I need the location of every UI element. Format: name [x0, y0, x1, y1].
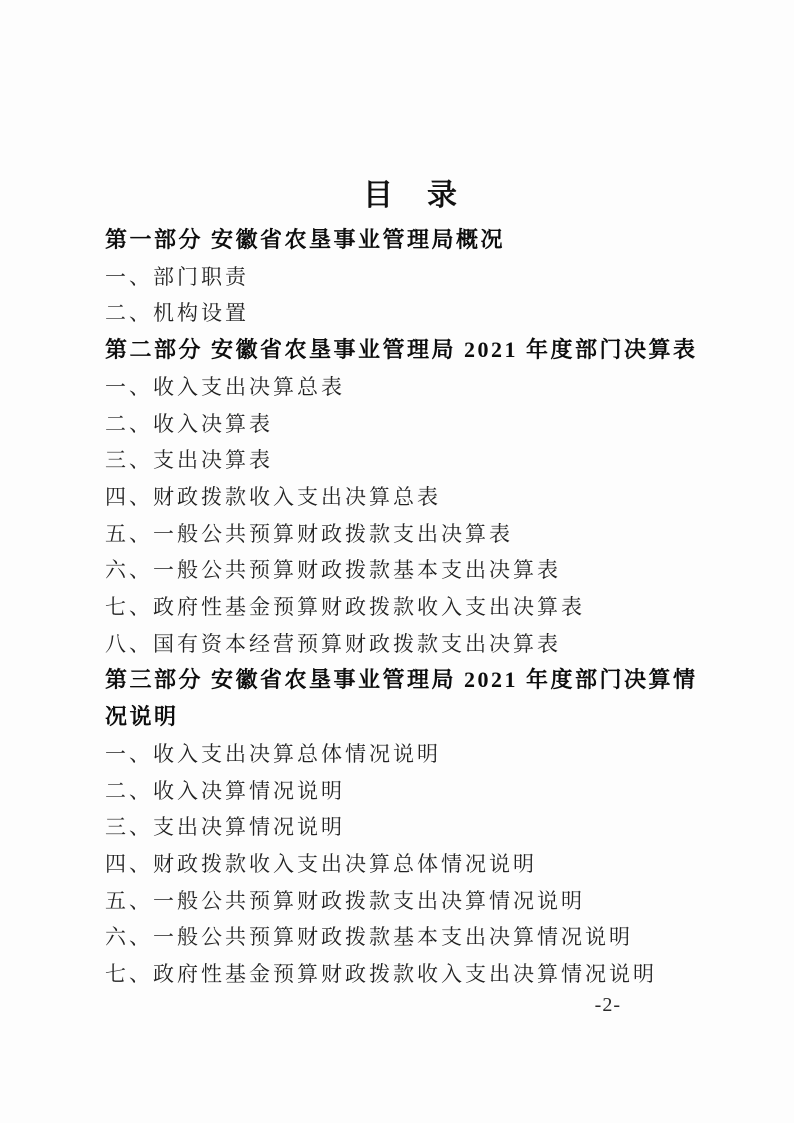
toc-item: 五、一般公共预算财政拨款支出决算情况说明 — [105, 888, 585, 913]
toc-part3-heading: 第三部分 安徽省农垦事业管理局 2021 年度部门决算情况说明 — [105, 667, 698, 730]
toc-item: 六、一般公共预算财政拨款基本支出决算表 — [105, 558, 561, 583]
toc-item: 四、财政拨款收入支出决算总表 — [105, 484, 441, 509]
toc-item: 一、部门职责 — [105, 264, 249, 289]
toc — [105, 222, 717, 993]
toc-item: 四、财政拨款收入支出决算总体情况说明 — [105, 851, 537, 876]
toc-item: 三、支出决算情况说明 — [105, 815, 345, 840]
toc-item: 七、政府性基金预算财政拨款收入支出决算表 — [105, 595, 585, 620]
toc-item: 二、收入决算表 — [105, 411, 273, 436]
toc-item: 六、一般公共预算财政拨款基本支出决算情况说明 — [105, 925, 633, 950]
toc-item: 一、收入支出决算总体情况说明 — [105, 741, 441, 766]
toc-part1-heading: 第一部分 安徽省农垦事业管理局概况 — [105, 227, 506, 252]
toc-item: 七、政府性基金预算财政拨款收入支出决算情况说明 — [105, 962, 657, 987]
toc-item: 二、收入决算情况说明 — [105, 778, 345, 803]
toc-item: 五、一般公共预算财政拨款支出决算表 — [105, 521, 513, 546]
toc-item: 一、收入支出决算总表 — [105, 374, 345, 399]
toc-item: 二、机构设置 — [105, 301, 249, 326]
toc-part2-heading: 第二部分 安徽省农垦事业管理局 2021 年度部门决算表 — [105, 337, 698, 363]
toc-item: 三、支出决算表 — [105, 448, 273, 473]
page-number: -2- — [594, 993, 621, 1016]
toc-item: 八、国有资本经营预算财政拨款支出决算表 — [105, 631, 561, 656]
page-title: 目 录 — [363, 179, 459, 212]
